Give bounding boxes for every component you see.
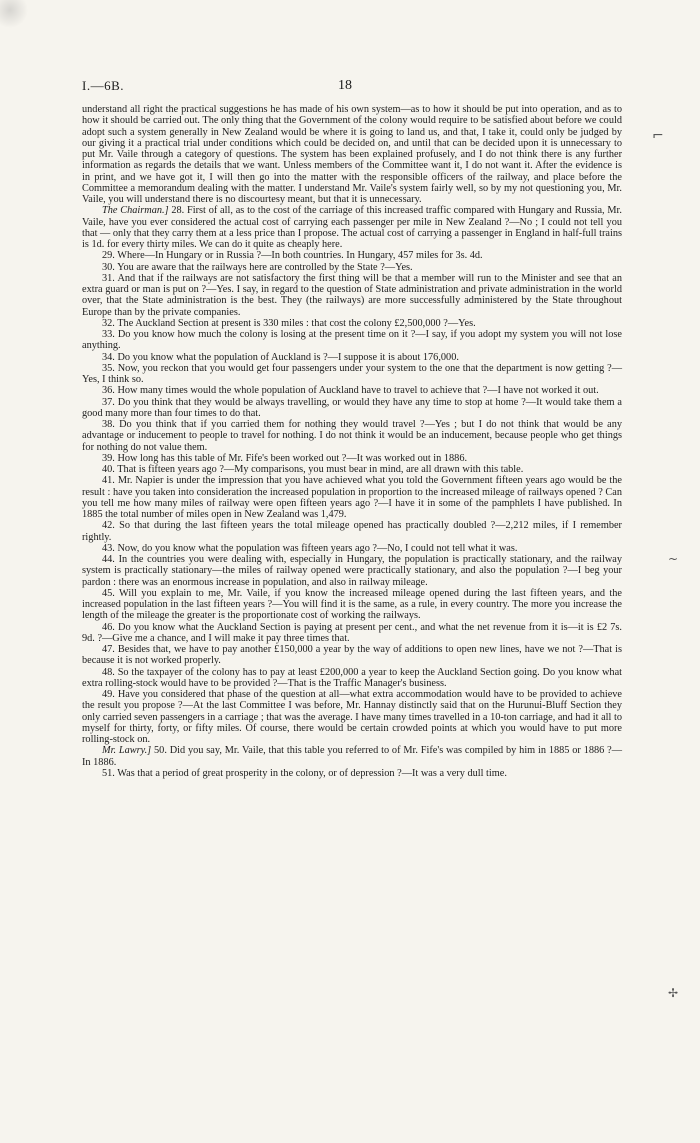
paragraph-text: 43. Now, do you know what the population was fifteen years ago ?—No, I could not tell what it was.	[102, 542, 518, 554]
paragraph-text: 51. Was that a period of great prosperity in the colony, or of depression ?—It was a very dull time.	[102, 767, 507, 779]
paragraph	[82, 397, 622, 420]
paragraph	[82, 745, 622, 768]
paragraph-text: 29. Where—In Hungary or in Russia ?—In both countries. In Hungary, 457 miles for 3s. 4d.	[102, 250, 483, 262]
paragraph	[82, 543, 622, 554]
paragraph	[82, 622, 622, 645]
paragraph-text: 49. Have you considered that phase of the question at all—what extra accommodation would have to be provided to achieve the result you propose ?—At the last Committee I was before, Mr. Hannay distinctly said that on the Hurunui-Bluff Section they only carried seven passengers in a carriage ; that was the average. I have many times travelled in a 10-ton carriage, and had it all to myself for thirty, forty, or fifty miles. Of course, there would be certain crowded points at which you would have to put more rolling-stock on.	[82, 689, 622, 745]
paragraph	[82, 464, 622, 475]
page-number: 18	[338, 78, 352, 93]
paragraph	[82, 363, 622, 386]
paper-speck	[0, 0, 30, 30]
paragraph	[82, 453, 622, 464]
paragraph-text: 31. And that if the railways are not satisfactory the first thing will be that a member will run to the Minister and see that an extra guard or man is put on ?—Yes. I say, in regard to the question of State administration and private administration in the world over, that the State administration is the best. They (the railways) are more successfully administered by the State throughout Europe than by the private companies.	[82, 272, 622, 318]
speaker-label: The Chairman.]	[102, 205, 169, 217]
paragraph	[82, 273, 622, 318]
paragraph-text: understand all right the practical suggestions he has made of his own system—as to how it should be put into operation, and as to how it should be carried out. The only thing that the Government of the colony would require to be satisfied about before we could adopt such a system generally in New Zealand would be where it is going to land us, and that, I take it, could only be judged by our giving it a practical trial under conditions which could be decided on, and until that can be decided upon it is unnecessary to put Mr. Vaile through a category of questions. The system has been explained profusely, and I do not think there is any further information as regards the details that we want. Unless members of the Committee want it, I do not want it. After the evidence is in print, and we have got it, I will then go into the matter with the responsible officers of the railway, and place before the Committee a memorandum dealing with the matter. I understand Mr. Vaile's system fairly well, so by my not questioning you, Mr. Vaile, you will understand there is no discourtesy meant, but that it is unnecessary.	[82, 104, 622, 205]
paragraph-text: 38. Do you think that if you carried them for nothing they would travel ?—Yes ; but I do not think that would be any advantage or inducement to people to travel for nothing. I do not think it would be an inducement, because people who get things for nothing do not value them.	[82, 419, 622, 453]
paragraph-text: 42. So that during the last fifteen years the total mileage opened has practically doubled ?—2,212 miles, if I remember rightly.	[82, 520, 622, 543]
page-header	[82, 78, 622, 96]
paragraph	[82, 768, 622, 779]
paragraph	[82, 262, 622, 273]
paragraph-text: 39. How long has this table of Mr. Fife's been worked out ?—It was worked out in 1886.	[102, 452, 468, 464]
ink-squiggle-icon: ~	[668, 552, 679, 566]
paragraph	[82, 689, 622, 745]
paragraph-text: 30. You are aware that the railways here are controlled by the State ?—Yes.	[102, 261, 413, 273]
paragraph-text: 37. Do you think that they would be always travelling, or would they have any time to stop at home ?—It would take them a good many more than four times to do that.	[82, 396, 622, 419]
paragraph	[82, 250, 622, 261]
paragraph-text: 41. Mr. Napier is under the impression that you have achieved what you told the Government fifteen years ago would be the result : have you taken into consideration the increased population in proportion to the increased mileage of railways opened ? Can you tell me how many miles of railway were open fifteen years ago ?—I have it in some of the pamphlets I have published. In 1885 the total number of miles open in New Zealand was 1,479.	[82, 475, 622, 520]
paragraph-text: 45. Will you explain to me, Mr. Vaile, if you know the increased mileage opened during the last fifteen years, and the increased population in the last fifteen years ?—You will find it is the same, as a rule, in every country. The more you increase the length of the mileage the greater is the proportionate cost of working the railways.	[82, 587, 622, 622]
paragraph	[82, 318, 622, 329]
paragraph	[82, 588, 622, 622]
paragraph	[82, 667, 622, 690]
paragraph-text: 44. In the countries you were dealing with, especially in Hungary, the population is practically stationary, and the railway system is practically stationary—the miles of railway opened were practically stationary, and also the population ?—I beg your pardon : there was an enormous increase in population, and also in railway mileage.	[82, 554, 622, 588]
paragraph	[82, 475, 622, 520]
paragraph-text: 47. Besides that, we have to pay another £150,000 a year by the way of additions to open new lines, have we not ?—That is because it is not worked properly.	[82, 644, 622, 667]
paragraph	[82, 385, 622, 396]
paragraph-text: 40. That is fifteen years ago ?—My comparisons, you must bear in mind, are all drawn with this table.	[102, 464, 524, 475]
paragraph	[82, 205, 622, 250]
paragraph	[82, 419, 622, 453]
document-reference: I.—6B.	[82, 78, 124, 93]
paragraph	[82, 352, 622, 363]
paragraph	[82, 554, 622, 588]
speaker-label: Mr. Lawry.]	[102, 745, 152, 757]
paragraph	[82, 644, 622, 667]
ink-cross-icon: ✢	[668, 986, 679, 1000]
paragraph-text: 33. Do you know how much the colony is losing at the present time on it ?—I say, if you adopt my system you will not lose anything.	[82, 329, 622, 352]
paragraph	[82, 104, 622, 205]
paragraph	[82, 520, 622, 543]
paragraph-text: 46. Do you know what the Auckland Section is paying at present per cent., and what the net revenue from it is—it is £2 7s. 9d. ?—Give me a chance, and I will make it pay three times that.	[82, 621, 622, 644]
paragraph	[82, 329, 622, 352]
ink-flourish-icon: ⌐	[652, 128, 664, 144]
paragraph-text: 28. First of all, as to the cost of the carriage of this increased traffic compared with Hungary and Russia, Mr. Vaile, have you ever considered the actual cost of carrying each passenger per mile in New Zealand ?—No ; I could not tell you that — only that they carry them at a less price than I propose. The actual cost of carrying a passenger in England in half-full trains is 1d. for every thirty miles. We can do it quite as cheaply here.	[82, 205, 622, 250]
paragraph-text: 35. Now, you reckon that you would get four passengers under your system to the one that the department is now getting ?—Yes, I think so.	[82, 362, 622, 385]
paragraph-text: 48. So the taxpayer of the colony has to pay at least £200,000 a year to keep the Auckland Section going. Do you know what extra rolling-stock would have to be provided ?—That is the Traffic Manager's business.	[82, 666, 622, 689]
paragraph-text: 50. Did you say, Mr. Vaile, that this table you referred to of Mr. Fife's was compiled by him in 1885 or 1886 ?—In 1886.	[82, 745, 622, 768]
paragraph-text: 32. The Auckland Section at present is 330 miles : that cost the colony £2,500,000 ?—Yes.	[102, 317, 476, 329]
document-body	[82, 104, 622, 779]
paragraph-text: 36. How many times would the whole population of Auckland have to travel to achieve that ?—I have not worked it out.	[102, 385, 599, 397]
paragraph-text: 34. Do you know what the population of Auckland is ?—I suppose it is about 176,000.	[102, 351, 459, 363]
